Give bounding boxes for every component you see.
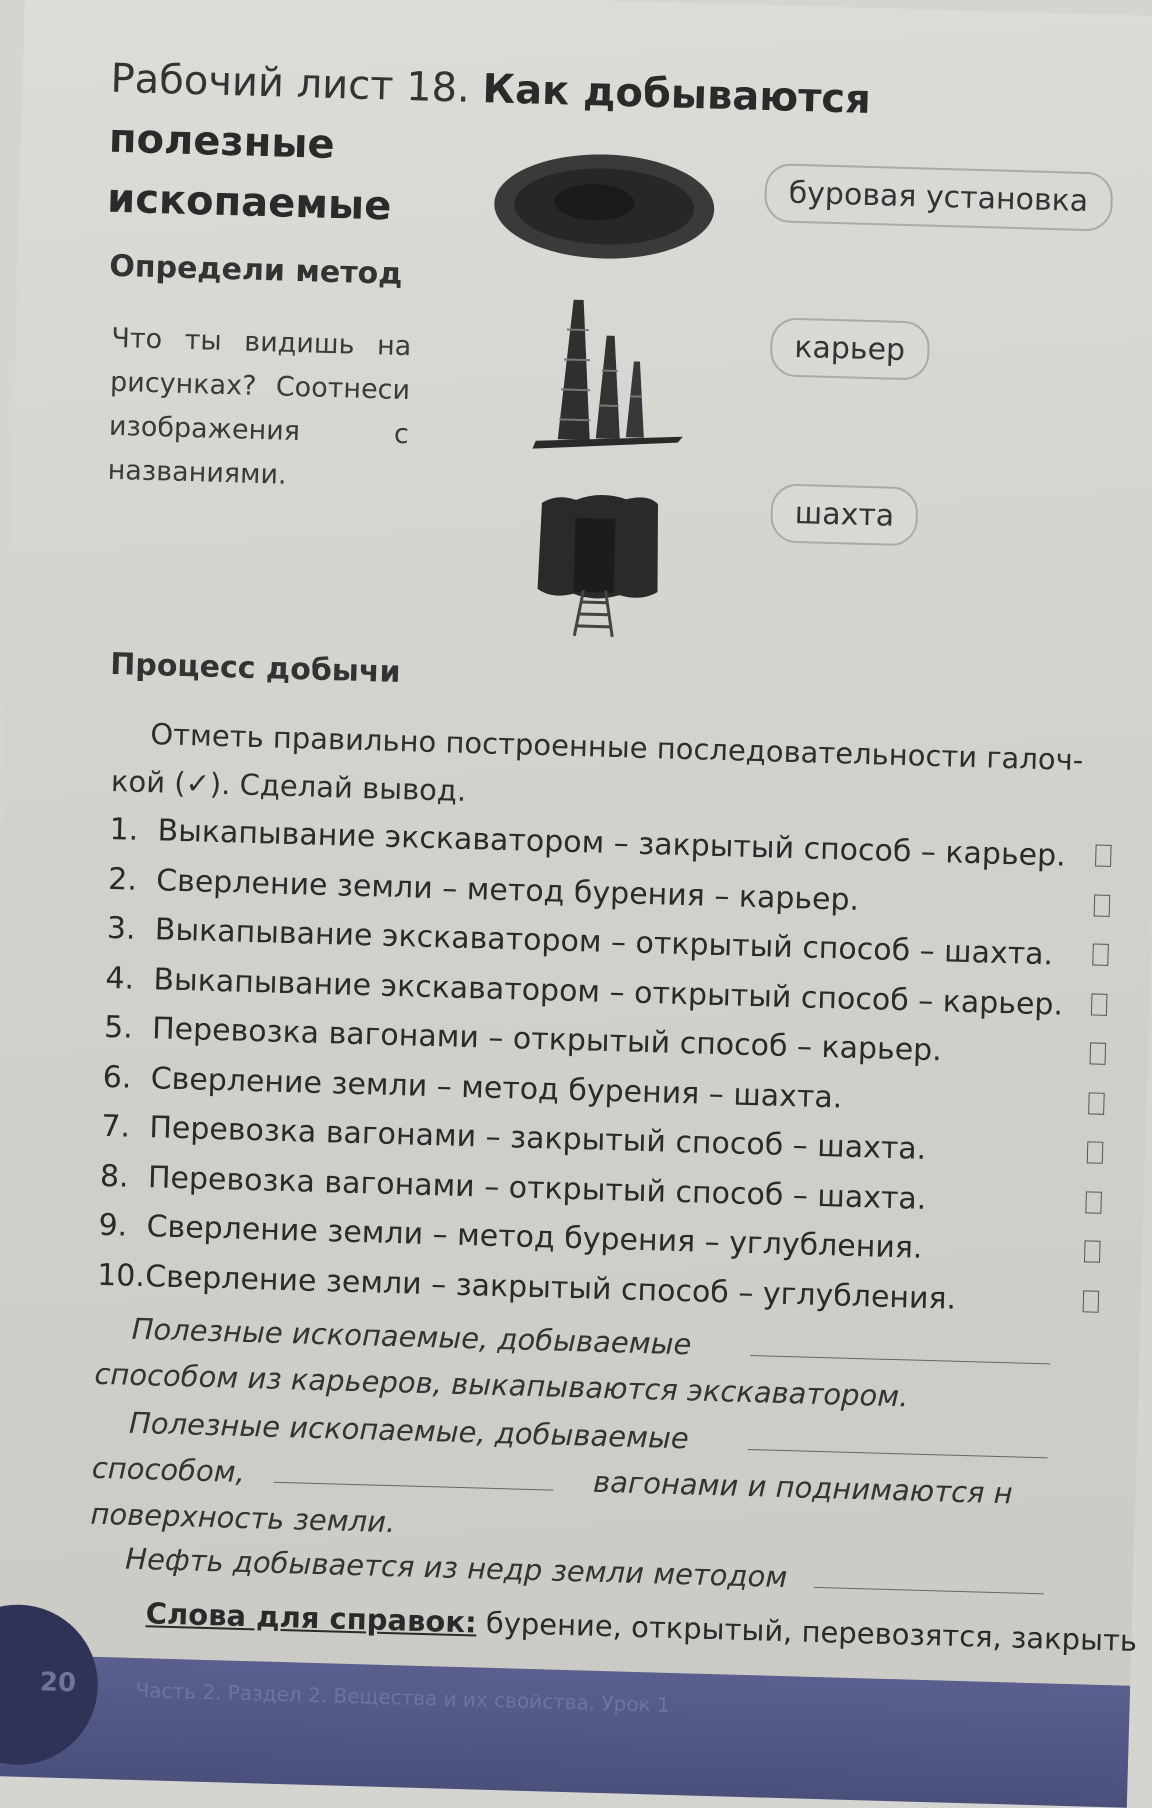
answer-blank-4[interactable]	[814, 1557, 1045, 1594]
checkbox[interactable]	[1095, 844, 1112, 866]
page-number: 20	[39, 1667, 76, 1698]
quarry-pit-icon[interactable]	[488, 145, 721, 267]
answer-blank-1[interactable]	[750, 1325, 1051, 1364]
label-drilling-rig[interactable]: буровая установка	[764, 163, 1113, 232]
drilling-rig-icon[interactable]	[527, 289, 692, 463]
list-item: 1. Выкапывание экскаватором – закрытый способ – карьер.	[109, 805, 1120, 883]
checkbox[interactable]	[1088, 1092, 1105, 1114]
list-item: 8. Перевозка вагонами – открытый способ – шахта.	[99, 1151, 1110, 1229]
match-question: Что ты видишь на рисунках? Соотнеси изображения с названиями.	[107, 317, 412, 501]
sequence-list	[97, 805, 1120, 1328]
title-prefix: Рабочий лист 18.	[110, 56, 470, 112]
list-item: 9. Сверление земли – метод бурения – углубления.	[98, 1201, 1109, 1279]
list-item: 6. Сверление земли – метод бурения – шахта.	[102, 1052, 1113, 1130]
instruction-line2: кой (✓). Сделай вывод.	[111, 764, 467, 808]
conclusion-3: Нефть добывается из недр земли методом	[89, 1535, 1090, 1609]
title-bold-line1: Как добываются полезные	[108, 66, 871, 168]
checkbox[interactable]	[1087, 1141, 1104, 1163]
footer-text: Часть 2. Раздел 2. Вещества и их свойства. Урок 1	[135, 1678, 670, 1717]
mine-shaft-icon[interactable]	[532, 489, 666, 643]
label-mine[interactable]: шахта	[770, 483, 919, 546]
title-bold-line2: ископаемые	[107, 176, 392, 230]
checkbox[interactable]	[1091, 993, 1108, 1015]
checkbox[interactable]	[1092, 943, 1109, 965]
list-item: 4. Выкапывание экскаватором – открытый способ – карьер.	[105, 953, 1116, 1031]
reference-label: Слова для справок:	[145, 1596, 477, 1639]
checkbox[interactable]	[1085, 1191, 1102, 1213]
section-heading-process: Процесс добычи	[110, 647, 401, 690]
checkbox[interactable]	[1084, 1240, 1101, 1262]
footer-bar	[0, 1654, 1130, 1808]
checkbox[interactable]	[1094, 894, 1111, 916]
checkbox[interactable]	[1089, 1042, 1106, 1064]
answer-blank-3[interactable]	[274, 1452, 555, 1491]
reference-list: бурение, открытый, перевозятся, закрыть	[476, 1606, 1137, 1658]
section-heading-method: Определи метод	[109, 249, 403, 292]
list-item: 7. Перевозка вагонами – закрытый способ – шахта.	[101, 1102, 1112, 1180]
list-item: 3. Выкапывание экскаватором – открытый способ – шахта.	[106, 904, 1117, 982]
list-item: 5. Перевозка вагонами – открытый способ – карьер.	[103, 1003, 1114, 1081]
list-item: 10.Сверление земли – закрытый способ – углубления.	[97, 1250, 1108, 1328]
answer-blank-2[interactable]	[748, 1419, 1049, 1458]
conclusion-2: Полезные ископаемые, добываемые способом, вагонами и поднимаются н поверхность земли.	[90, 1399, 1093, 1565]
list-item: 2. Сверление земли – метод бурения – карьер.	[108, 854, 1119, 932]
label-quarry[interactable]: карьер	[770, 317, 930, 380]
checkbox[interactable]	[1083, 1290, 1100, 1312]
conclusion-1: Полезные ископаемые, добываемые способом из карьеров, выкапываются экскаватором.	[94, 1305, 1096, 1425]
instruction-line1: Отметь правильно построенные последовательности галоч-	[150, 717, 1084, 777]
